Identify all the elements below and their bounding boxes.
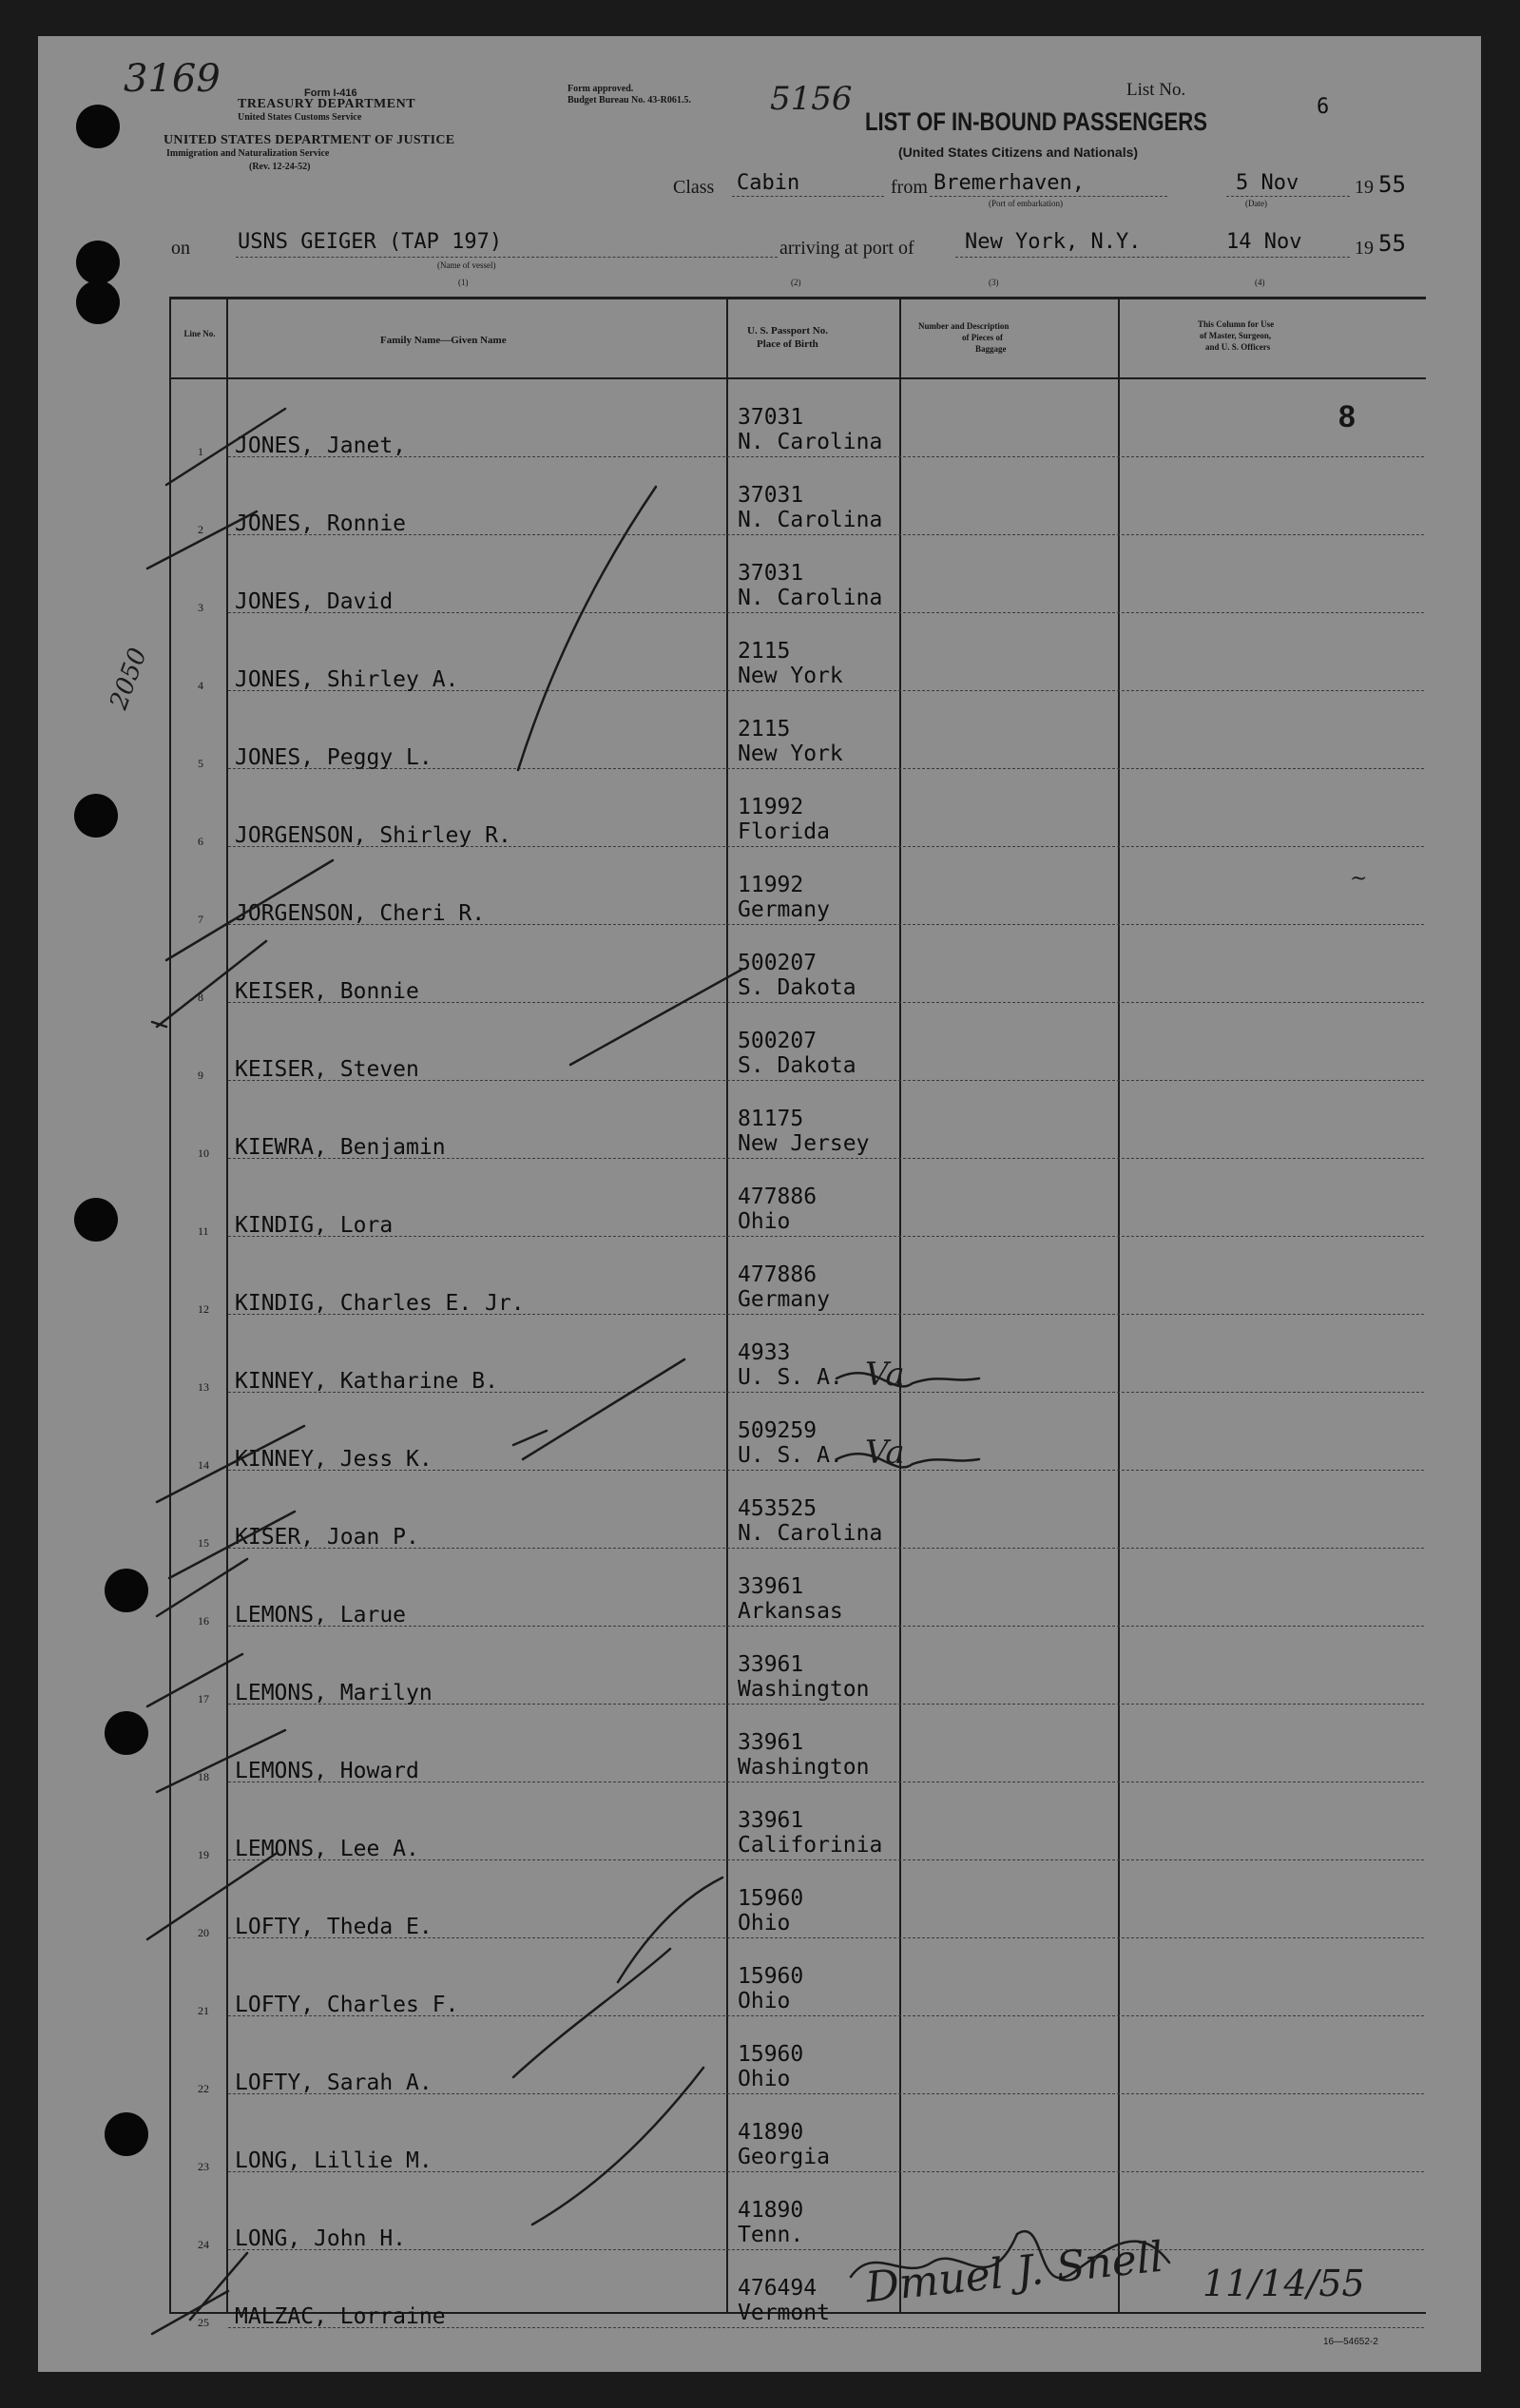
arrival-port: New York, N.Y. [965,230,1142,254]
form-approved: Form approved. [568,84,634,94]
passport-number: 509259 [738,1418,818,1443]
passenger-name: KINNEY, Jess K. [235,1447,433,1472]
form-print-code: 16—54652-2 [1323,2337,1378,2347]
passport-number: 4933 [738,1340,791,1365]
line-number: 9 [198,1069,203,1082]
col-header-birth: Place of Birth [757,338,818,350]
place-of-birth: N. Carolina [738,586,883,610]
col-header-line-no: Line No. [183,329,216,338]
birthplace-correction: Va [865,1356,905,1394]
place-of-birth: Washington [738,1677,870,1702]
line-number: 3 [198,601,203,614]
line-number: 22 [198,2082,209,2095]
col-header-officers-3: and U. S. Officers [1205,342,1271,352]
class-label: Class [673,177,715,198]
passport-number: 37031 [738,561,804,586]
line-number: 15 [198,1536,209,1550]
place-of-birth: Germany [738,897,830,922]
class-value: Cabin [737,171,800,195]
line-number: 18 [198,1770,209,1783]
vessel-caption: (Name of vessel) [437,260,496,270]
line-number: 4 [198,679,203,692]
date-caption: (Date) [1245,199,1267,208]
handwritten-batch-number: 5156 [770,80,853,118]
handwritten-file-number: 3169 [124,57,221,101]
passenger-name: LONG, Lillie M. [235,2148,433,2173]
place-of-birth: Ohio [738,1911,791,1936]
passenger-name: JONES, Janet, [235,433,407,458]
check-mark [618,1878,722,1982]
passport-number: 500207 [738,951,818,975]
line-number: 6 [198,835,203,848]
passenger-name: JONES, Shirley A. [235,667,459,692]
place-of-birth: New York [738,664,843,688]
passenger-name: LOFTY, Sarah A. [235,2071,433,2095]
on-label: on [171,238,190,259]
arriving-label: arriving at port of [779,238,914,259]
place-of-birth: S. Dakota [738,1053,856,1078]
vessel-name: USNS GEIGER (TAP 197) [238,230,503,254]
place-of-birth: Ohio [738,1209,791,1234]
place-of-birth: N. Carolina [738,508,883,532]
passport-number: 33961 [738,1808,804,1833]
check-mark [518,487,656,770]
check-mark [157,1559,247,1616]
passenger-name: KEISER, Bonnie [235,979,419,1004]
signature-date: 11/14/55 [1203,2263,1365,2304]
arrival-year-prefix: 19 [1355,238,1374,259]
officer-signature: Dmuel J. Snell [863,2232,1166,2313]
check-mark [157,941,266,1027]
passport-number: 2115 [738,639,791,664]
arrival-year: 55 [1378,230,1406,257]
passenger-name: JONES, Ronnie [235,511,407,536]
line-number: 20 [198,1926,209,1939]
line-number: 2 [198,523,203,536]
check-mark [166,409,285,485]
col-header-baggage-3: Baggage [975,344,1007,354]
col-number-2: (2) [791,278,801,287]
dept-treasury-sub: United States Customs Service [238,112,362,123]
passport-number: 15960 [738,1964,804,1989]
passenger-name: JONES, Peggy L. [235,745,433,770]
passenger-name: LEMONS, Marilyn [235,1681,433,1705]
dept-justice-sub: Immigration and Naturalization Service [166,148,330,159]
line-number: 23 [198,2160,209,2173]
handwritten-margin-note: 2050 [105,644,153,714]
line-number: 8 [198,991,203,1004]
place-of-birth: N. Carolina [738,1521,883,1546]
line-number: 24 [198,2238,209,2251]
passenger-name: LEMONS, Larue [235,1603,407,1628]
passport-number: 37031 [738,405,804,430]
list-no-label: List No. [1126,80,1186,100]
passport-number: 477886 [738,1185,818,1209]
line-number: 16 [198,1614,209,1628]
line-number: 10 [198,1146,209,1160]
line-number: 17 [198,1692,209,1705]
passport-number: 453525 [738,1496,818,1521]
port-of-embarkation: Bremerhaven, [933,171,1085,195]
check-mark [157,1730,285,1792]
dept-justice: UNITED STATES DEPARTMENT OF JUSTICE [164,133,455,147]
passport-number: 37031 [738,483,804,508]
passenger-name: KISER, Joan P. [235,1525,419,1550]
check-mark [166,860,333,960]
port-caption: (Port of embarkation) [989,199,1063,208]
form-title: LIST OF IN-BOUND PASSENGERS [865,107,1208,136]
handwritten-tick: ~ [1350,867,1368,891]
place-of-birth: Ohio [738,1989,791,2013]
list-no-value: 6 [1317,95,1330,119]
place-of-birth: Germany [738,1287,830,1312]
passenger-name: KINDIG, Charles E. Jr. [235,1291,525,1316]
col-header-name: Family Name—Given Name [380,335,507,346]
year-prefix: 19 [1355,177,1374,198]
passenger-name: LOFTY, Theda E. [235,1915,433,1939]
passport-number: 33961 [738,1730,804,1755]
check-mark [570,970,741,1065]
form-revision: (Rev. 12-24-52) [249,162,311,172]
passenger-name: KINDIG, Lora [235,1213,394,1238]
col-header-passport: U. S. Passport No. [747,325,828,337]
col-number-1: (1) [458,278,469,287]
passport-number: 15960 [738,1886,804,1911]
passport-number: 33961 [738,1574,804,1599]
col-header-baggage-2: of Pieces of [962,333,1003,342]
place-of-birth: Florida [738,819,830,844]
passport-number: 81175 [738,1107,804,1131]
place-of-birth: S. Dakota [738,975,856,1000]
place-of-birth: Georgia [738,2145,830,2169]
col-number-3: (3) [989,278,999,287]
place-of-birth: Arkansas [738,1599,843,1624]
passport-number: 500207 [738,1029,818,1053]
dept-treasury: TREASURY DEPARTMENT [238,97,416,111]
place-of-birth: New Jersey [738,1131,870,1156]
arrival-date: 14 Nov [1226,230,1302,254]
departure-year: 55 [1378,171,1406,198]
line-number: 19 [198,1848,209,1861]
check-mark [147,511,257,568]
check-mark [532,2068,703,2225]
check-mark [523,1359,684,1459]
officer-mark: 8 [1338,399,1356,433]
birthplace-correction: Va [865,1434,905,1472]
check-mark [152,2291,228,2334]
line-number: 25 [198,2316,209,2329]
line-number: 14 [198,1458,209,1472]
check-mark [190,2253,247,2320]
passport-number: 476494 [738,2276,818,2301]
form-subtitle: (United States Citizens and Nationals) [898,144,1139,160]
line-number: 7 [198,913,203,926]
passport-number: 15960 [738,2042,804,2067]
line-number: 21 [198,2004,209,2017]
budget-bureau: Budget Bureau No. 43-R061.5. [568,95,691,106]
place-of-birth: Califorinia [738,1833,883,1858]
line-number: 1 [198,445,203,458]
line-number: 12 [198,1302,209,1316]
col-header-officers-1: This Column for Use [1198,319,1275,329]
place-of-birth: New York [738,742,843,766]
birthplace-correction-stroke [837,1454,979,1467]
passport-number: 2115 [738,717,791,742]
birthplace-correction-stroke [837,1373,979,1386]
passport-number: 477886 [738,1262,818,1287]
passenger-name: JORGENSON, Shirley R. [235,823,511,848]
passenger-name: KIEWRA, Benjamin [235,1135,446,1160]
passport-number: 41890 [738,2120,804,2145]
col-header-baggage-1: Number and Description [918,321,1010,331]
from-label: from [891,177,928,198]
col-header-officers-2: of Master, Surgeon, [1200,331,1272,340]
check-mark [147,1854,276,1939]
check-mark [157,1426,304,1502]
form-number: Form I-416 [304,87,357,99]
line-number: 5 [198,757,203,770]
passenger-name: LEMONS, Lee A. [235,1837,419,1861]
passenger-name: JONES, David [235,589,394,614]
passenger-name: MALZAC, Lorraine [235,2304,446,2329]
place-of-birth: U. S. A. [738,1443,843,1468]
passenger-name: JORGENSON, Cheri R. [235,901,486,926]
place-of-birth: Ohio [738,2067,791,2091]
passenger-name: KEISER, Steven [235,1057,419,1082]
passport-number: 11992 [738,873,804,897]
passport-number: 11992 [738,795,804,819]
passenger-name: LOFTY, Charles F. [235,1993,459,2017]
place-of-birth: U. S. A. [738,1365,843,1390]
col-number-4: (4) [1255,278,1265,287]
passenger-name: LEMONS, Howard [235,1759,419,1783]
passenger-name: LONG, John H. [235,2226,407,2251]
place-of-birth: Tenn. [738,2223,804,2247]
place-of-birth: Washington [738,1755,870,1780]
line-number: 13 [198,1380,209,1394]
passport-number: 41890 [738,2198,804,2223]
place-of-birth: N. Carolina [738,430,883,454]
departure-date: 5 Nov [1236,171,1299,195]
check-mark [513,1949,670,2077]
check-mark [147,1654,242,1706]
check-mark [513,1431,547,1445]
passenger-name: KINNEY, Katharine B. [235,1369,498,1394]
place-of-birth: Vermont [738,2301,830,2325]
passport-number: 33961 [738,1652,804,1677]
line-number: 11 [198,1224,209,1238]
